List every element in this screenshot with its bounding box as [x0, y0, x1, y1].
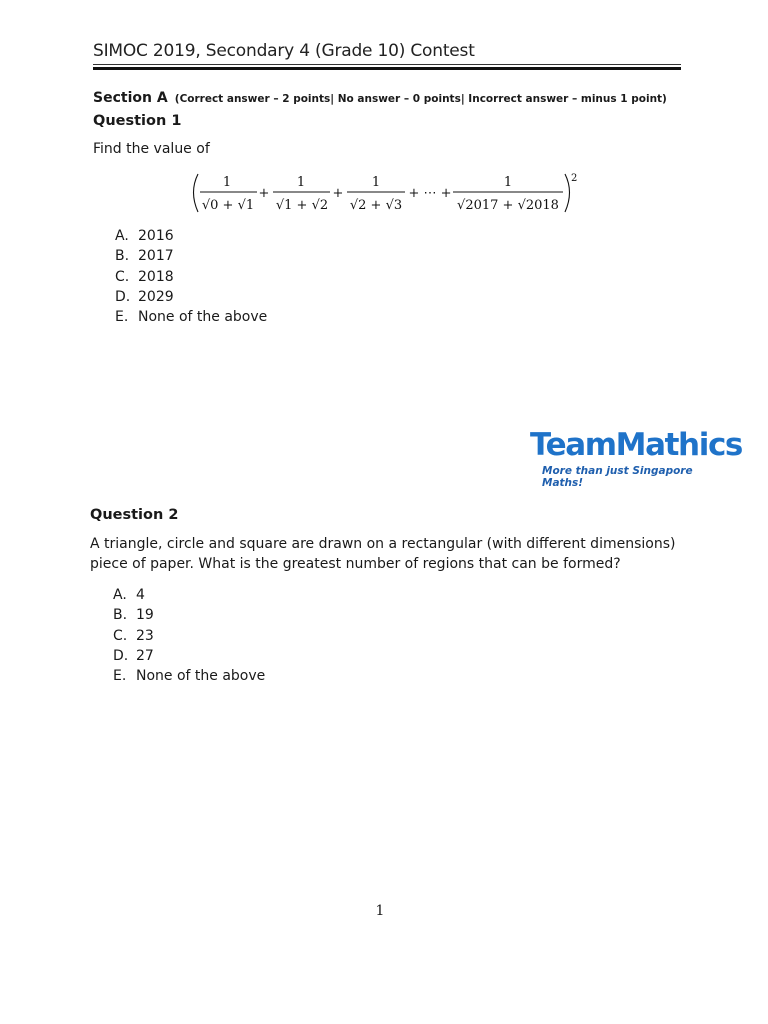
teammathics-logo [530, 427, 742, 489]
formula-plus-2: + [332, 186, 344, 201]
option-text: 2018 [138, 268, 174, 285]
formula-numerator-2: 1 [296, 175, 306, 190]
question-2-option-c [113, 626, 265, 646]
question-1-prompt: Find the value of [93, 141, 210, 157]
formula-denominator-3: √2 + √3 [349, 198, 403, 213]
formula-left-paren [194, 174, 199, 212]
question-2-option-b [113, 605, 265, 625]
option-text: None of the above [136, 668, 266, 685]
option-letter: C. [113, 627, 128, 644]
formula-numerator-last: 1 [503, 175, 513, 190]
option-letter: A. [113, 587, 127, 603]
formula-denominator-1: √0 + √1 [201, 198, 255, 213]
option-letter: B. [113, 607, 128, 624]
question-2-title: Question 2 [90, 507, 179, 523]
option-letter: A. [115, 228, 129, 244]
question-2-option-d [113, 646, 265, 666]
option-text: None of the above [138, 309, 268, 326]
option-text: 4 [136, 587, 145, 603]
question-2-prompt [90, 534, 730, 574]
formula-exponent: 2 [571, 173, 578, 184]
question-1-title: Question 1 [93, 113, 182, 129]
question-1-option-d [115, 287, 267, 307]
section-scoring-note: (Correct answer – 2 points| No answer – 0 points| Incorrect answer – minus 1 point) [174, 93, 667, 105]
question-1-option-c [115, 267, 267, 287]
formula-denominator-2: √1 + √2 [275, 198, 329, 213]
option-letter: D. [115, 288, 131, 305]
option-letter: C. [115, 268, 130, 285]
question-1-option-e [115, 307, 267, 327]
option-text: 23 [136, 627, 154, 644]
option-letter: E. [115, 309, 129, 326]
option-text: 27 [136, 647, 154, 664]
question-1-formula [190, 170, 590, 220]
logo-wordmark: TeamMathics [530, 427, 742, 463]
option-text: 19 [136, 607, 154, 624]
section-title: Section A [93, 90, 168, 106]
question-2-option-e [113, 666, 265, 686]
question-2-options [113, 585, 265, 686]
question-1-options [115, 226, 267, 327]
formula-right-paren [565, 174, 570, 212]
option-text: 2017 [138, 248, 174, 265]
option-letter: B. [115, 248, 130, 265]
section-heading [93, 87, 667, 106]
option-text: 2029 [138, 288, 174, 305]
formula-denominator-last: √2017 + √2018 [457, 198, 559, 213]
header-rule-thin [93, 64, 681, 65]
page-number: 1 [375, 903, 385, 919]
question-2-prompt-line-2: piece of paper. What is the greatest number of regions that can be formed? [90, 556, 621, 572]
option-text: 2016 [138, 228, 174, 244]
option-letter: E. [113, 668, 127, 685]
question-2-option-a [113, 585, 265, 605]
logo-tagline: More than just Singapore Maths! [542, 465, 693, 489]
question-1-option-a [115, 226, 267, 246]
formula-numerator-1: 1 [222, 175, 232, 190]
question-1-option-b [115, 246, 267, 266]
header-rule-thick [93, 67, 681, 70]
document-title: SIMOC 2019, Secondary 4 (Grade 10) Contest [93, 41, 475, 61]
formula-ellipsis: + ⋯ + [408, 186, 452, 201]
question-2-prompt-line-1: A triangle, circle and square are drawn on a rectangular (with different dimensions) [90, 536, 676, 552]
formula-plus-1: + [258, 186, 270, 201]
option-letter: D. [113, 647, 129, 664]
formula-numerator-3: 1 [371, 175, 381, 190]
